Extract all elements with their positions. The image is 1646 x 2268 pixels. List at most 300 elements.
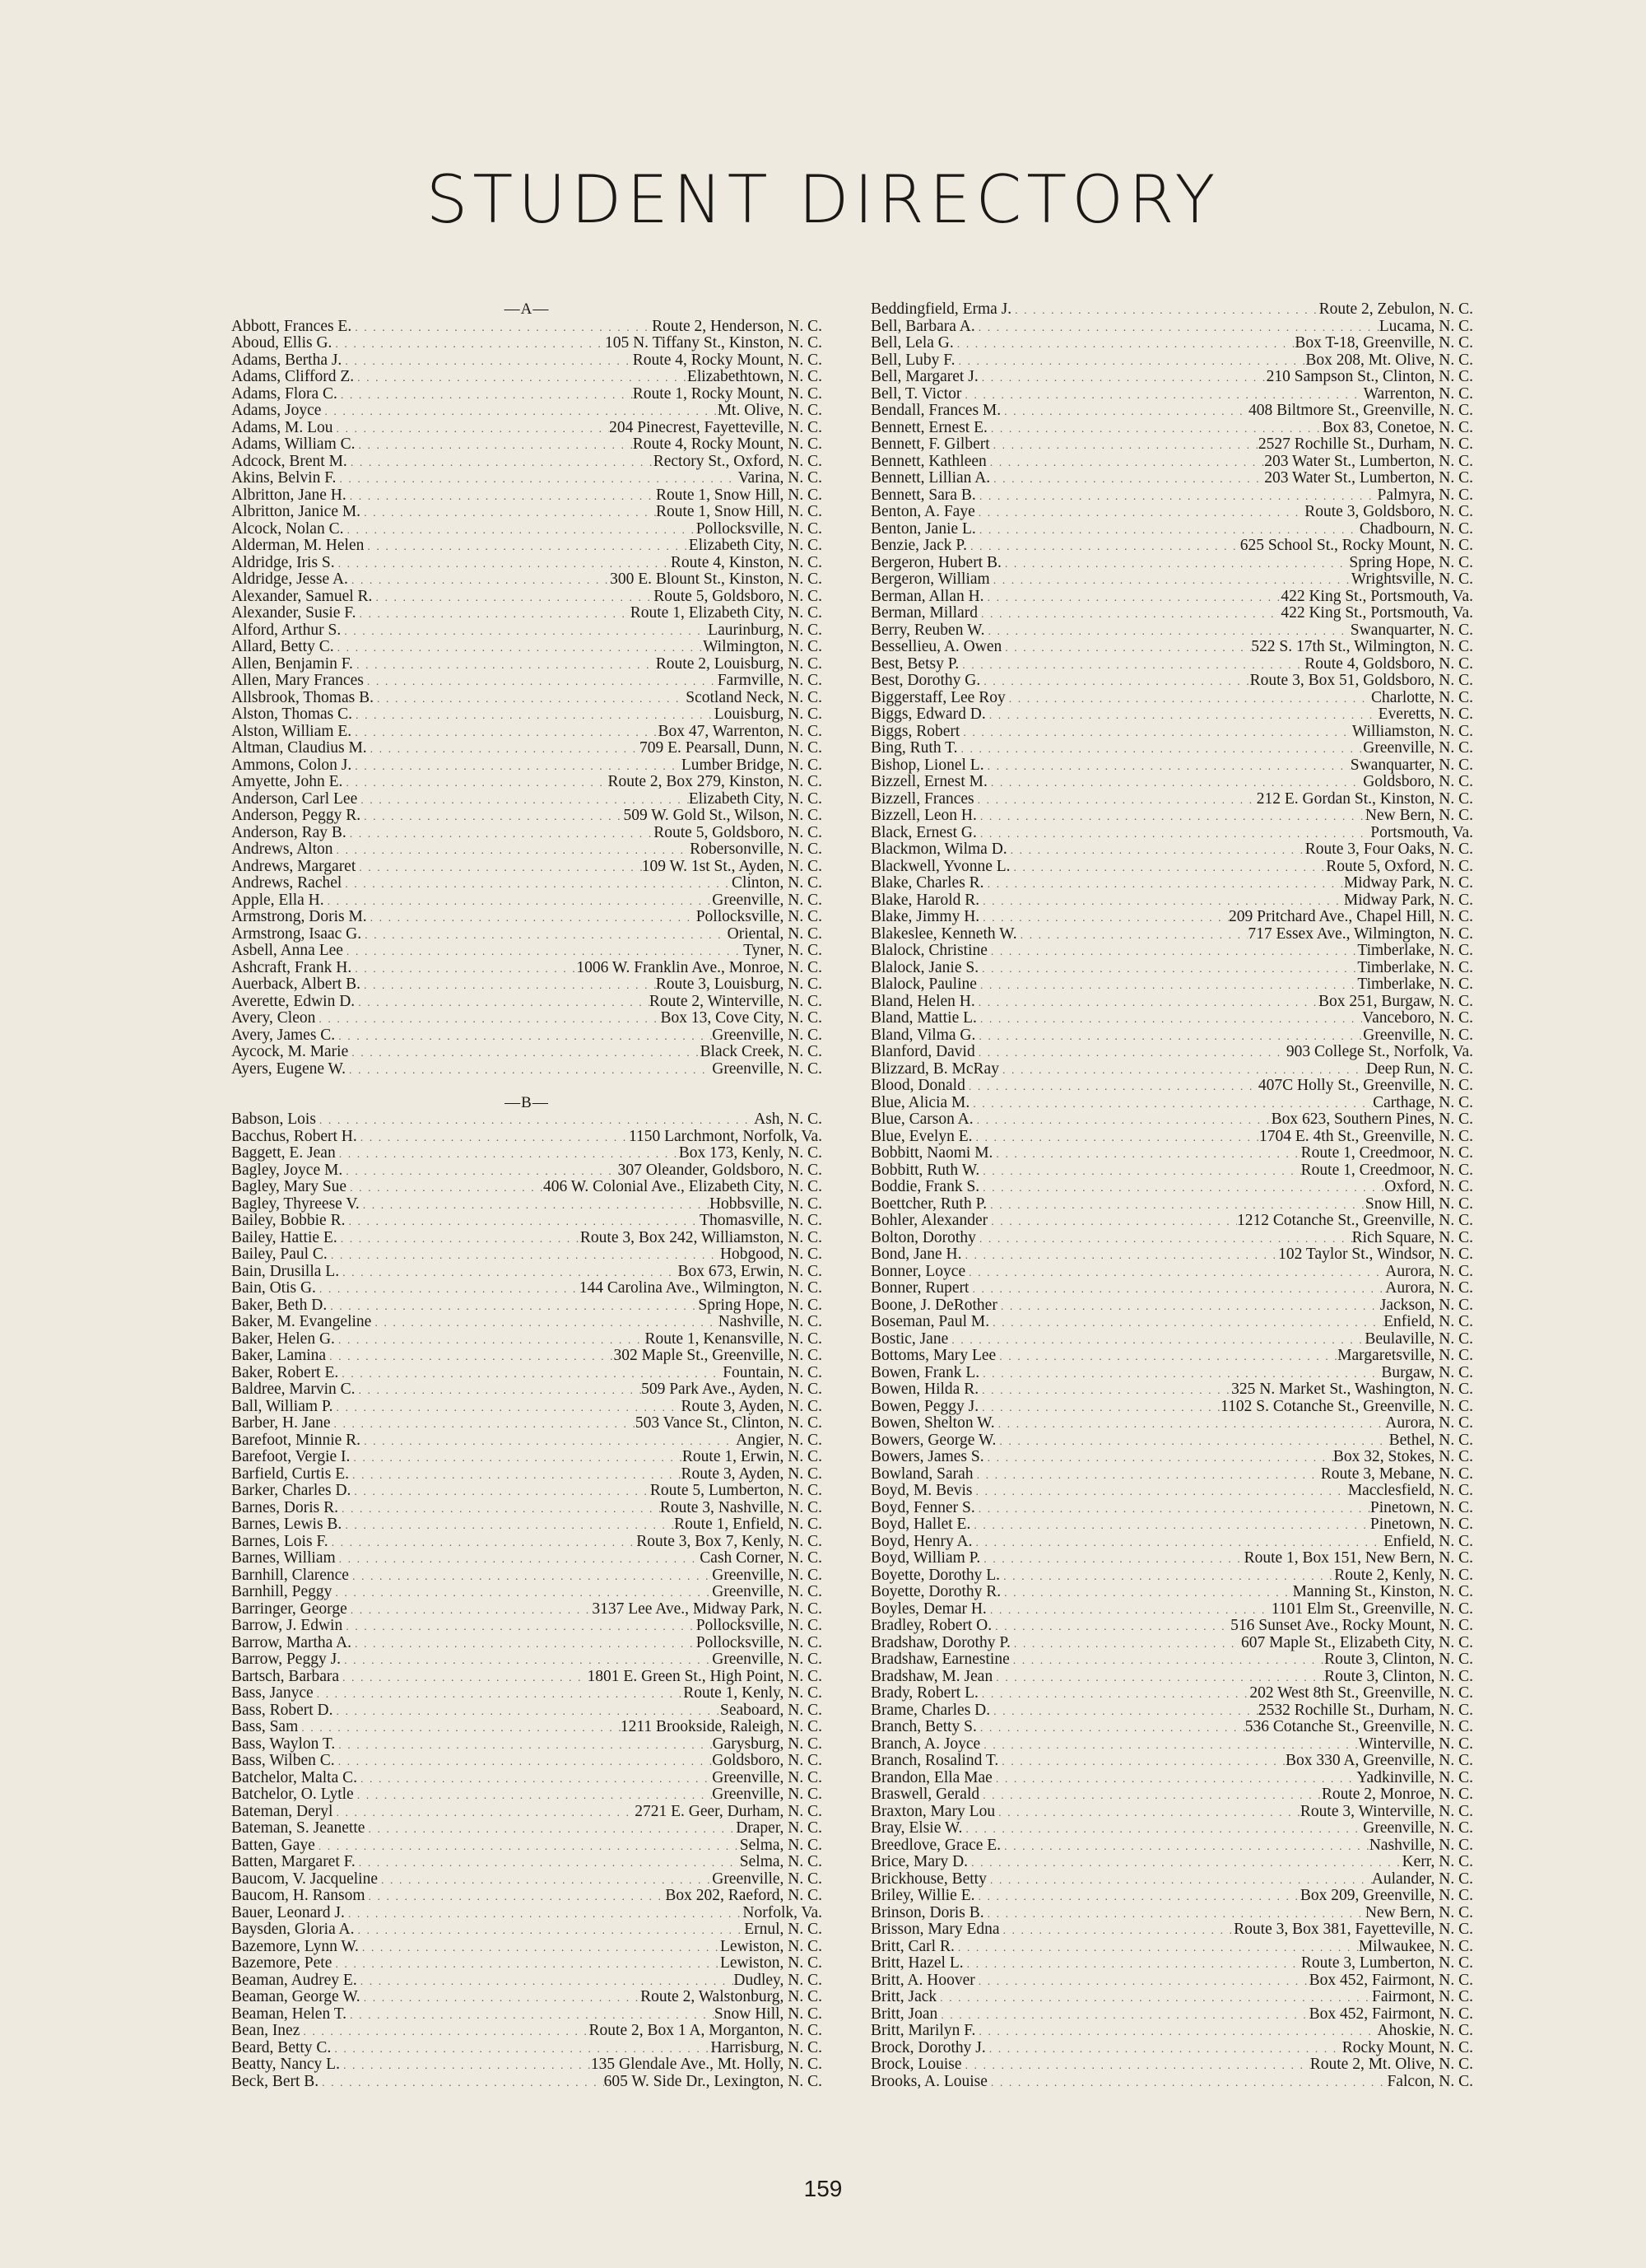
student-name: Bell, Margaret J. bbox=[871, 369, 979, 385]
dot-leader bbox=[955, 354, 1305, 370]
dot-leader bbox=[357, 793, 688, 808]
student-name: Britt, Hazel L. bbox=[871, 1955, 964, 1972]
directory-entry bbox=[871, 2040, 1473, 2057]
student-name: Biggs, Robert bbox=[871, 723, 960, 740]
directory-entry bbox=[231, 1483, 822, 1500]
dot-leader bbox=[333, 843, 690, 859]
student-name: Andrews, Alton bbox=[231, 841, 333, 858]
student-name: Branch, Betty S. bbox=[871, 1719, 977, 1735]
directory-entry bbox=[871, 1179, 1473, 1196]
student-address: Route 1, Rocky Mount, N. C. bbox=[632, 385, 822, 403]
dot-leader bbox=[365, 1889, 665, 1905]
directory-entry bbox=[231, 487, 822, 505]
student-address: Chadbourn, N. C. bbox=[1359, 520, 1473, 538]
student-name: Bizzell, Leon H. bbox=[871, 808, 977, 824]
student-address: Elizabethtown, N. C. bbox=[686, 369, 822, 385]
dot-leader bbox=[372, 590, 653, 606]
student-address: 509 Park Ave., Ayden, N. C. bbox=[641, 1381, 822, 1398]
directory-entry bbox=[231, 1027, 822, 1045]
student-name: Bell, T. Victor bbox=[871, 385, 962, 403]
student-address: Route 2, Kenly, N. C. bbox=[1334, 1567, 1473, 1584]
dot-leader bbox=[988, 775, 1363, 791]
student-name: Bailey, Paul C. bbox=[231, 1246, 328, 1263]
directory-entry bbox=[231, 1061, 822, 1078]
student-address: Aurora, N. C. bbox=[1385, 1415, 1473, 1432]
directory-entry bbox=[231, 1246, 822, 1264]
directory-entry bbox=[231, 1939, 822, 1956]
dot-leader bbox=[987, 1873, 1372, 1888]
student-address: Route 2, Henderson, N. C. bbox=[652, 318, 822, 335]
student-address: 625 School St., Rocky Mount, N. C. bbox=[1239, 538, 1473, 554]
student-address: Route 4, Rocky Mount, N. C. bbox=[632, 436, 822, 453]
directory-entry bbox=[871, 369, 1473, 386]
student-name: Boettcher, Ruth P. bbox=[871, 1195, 988, 1213]
student-address: 203 Water St., Lumberton, N. C. bbox=[1264, 470, 1473, 487]
student-name: Black, Ernest G. bbox=[871, 824, 977, 841]
student-name: Baker, Lamina bbox=[231, 1348, 327, 1364]
entry-list-b bbox=[231, 1111, 822, 2090]
dot-leader bbox=[335, 1029, 712, 1045]
student-address: Pollocksville, N. C. bbox=[695, 1618, 822, 1634]
student-name: Bland, Mattie L. bbox=[871, 1010, 977, 1027]
dot-leader bbox=[348, 1046, 700, 1061]
dot-leader bbox=[360, 505, 656, 521]
dot-leader bbox=[975, 320, 1379, 336]
dot-leader bbox=[1001, 1839, 1369, 1855]
student-name: Bradshaw, Dorothy P. bbox=[871, 1634, 1011, 1651]
dot-leader bbox=[975, 2024, 1377, 2040]
dot-leader bbox=[977, 809, 1365, 825]
student-address: Kerr, N. C. bbox=[1402, 1854, 1473, 1870]
directory-entry bbox=[871, 1955, 1473, 1972]
dot-leader bbox=[1006, 692, 1371, 707]
student-address: Garysburg, N. C. bbox=[712, 1735, 822, 1753]
student-address: Route 3, Four Oaks, N. C. bbox=[1304, 841, 1473, 858]
student-address: Fountain, N. C. bbox=[723, 1364, 822, 1381]
dot-leader bbox=[965, 1079, 1258, 1095]
dot-leader bbox=[326, 1349, 613, 1365]
dot-leader bbox=[975, 995, 1318, 1011]
dot-leader bbox=[988, 944, 1357, 960]
directory-entry bbox=[231, 1280, 822, 1297]
dot-leader bbox=[979, 962, 1357, 977]
student-name: Biggerstaff, Lee Roy bbox=[871, 689, 1006, 706]
dot-leader bbox=[315, 1012, 660, 1027]
student-address: Route 4, Rocky Mount, N. C. bbox=[632, 352, 822, 369]
dot-leader bbox=[984, 1451, 1333, 1466]
dot-leader bbox=[979, 1687, 1250, 1702]
dot-leader bbox=[937, 1991, 1372, 2006]
student-name: Allen, Mary Frances bbox=[231, 673, 364, 689]
dot-leader bbox=[335, 1738, 712, 1753]
directory-entry bbox=[231, 436, 822, 454]
directory-entry bbox=[231, 724, 822, 741]
student-address: Route 3, Winterville, N. C. bbox=[1300, 1803, 1473, 1820]
student-name: Allen, Benjamin F. bbox=[231, 655, 353, 673]
student-address: Snow Hill, N. C. bbox=[714, 2005, 822, 2023]
dot-leader bbox=[335, 1754, 713, 1770]
dot-leader bbox=[974, 1468, 1321, 1483]
directory-entry bbox=[871, 1618, 1473, 1635]
student-address: Warrenton, N. C. bbox=[1363, 385, 1473, 403]
student-address: Swanquarter, N. C. bbox=[1350, 622, 1473, 639]
dot-leader bbox=[315, 1839, 740, 1855]
dot-leader bbox=[961, 2058, 1309, 2074]
student-address: Williamston, N. C. bbox=[1351, 723, 1473, 740]
student-address: Elizabeth City, N. C. bbox=[688, 538, 822, 554]
student-name: Avery, Cleon bbox=[231, 1010, 316, 1027]
dot-leader bbox=[987, 455, 1264, 471]
student-address: 135 Glendale Ave., Mt. Holly, N. C. bbox=[590, 2056, 822, 2073]
student-name: Baucom, H. Ransom bbox=[231, 1888, 365, 1904]
directory-entry bbox=[231, 538, 822, 555]
student-address: Route 1, Kenansville, N. C. bbox=[644, 1330, 822, 1348]
student-name: Bass, Janyce bbox=[231, 1685, 314, 1702]
dot-leader bbox=[989, 1316, 1383, 1331]
dot-leader bbox=[988, 421, 1323, 437]
dot-leader bbox=[967, 539, 1240, 555]
dot-leader bbox=[979, 1788, 1322, 1804]
directory-entry bbox=[871, 1314, 1473, 1331]
dot-leader bbox=[1000, 1569, 1334, 1585]
student-address: Swanquarter, N. C. bbox=[1350, 757, 1473, 774]
directory-entry bbox=[231, 1162, 822, 1180]
student-name: Breedlove, Grace E. bbox=[871, 1837, 1002, 1854]
dot-leader bbox=[997, 1299, 1380, 1315]
student-address: 1211 Brookside, Raleigh, N. C. bbox=[620, 1719, 822, 1735]
directory-entry bbox=[871, 639, 1473, 656]
directory-entry bbox=[871, 1230, 1473, 1247]
dot-leader bbox=[339, 1670, 588, 1686]
student-address: Greenville, N. C. bbox=[1363, 1820, 1473, 1837]
student-address: Route 5, Goldsboro, N. C. bbox=[653, 588, 822, 605]
dot-leader bbox=[342, 354, 632, 370]
directory-entry bbox=[231, 673, 822, 690]
dot-leader bbox=[988, 2075, 1388, 2091]
student-address: Route 2, Box 279, Kinston, N. C. bbox=[607, 774, 822, 790]
student-name: Bendall, Frances M. bbox=[871, 403, 1002, 419]
student-name: Bobbitt, Naomi M. bbox=[871, 1145, 993, 1162]
dot-leader bbox=[980, 1552, 1244, 1567]
student-name: Boseman, Paul M. bbox=[871, 1314, 990, 1330]
directory-entry bbox=[231, 1770, 822, 1787]
dot-leader bbox=[350, 1451, 682, 1466]
dot-leader bbox=[984, 759, 1351, 775]
dot-leader bbox=[979, 910, 1229, 926]
student-address: Wrightsville, N. C. bbox=[1351, 571, 1473, 588]
student-address: Greenville, N. C. bbox=[712, 1651, 822, 1668]
student-name: Britt, Jack bbox=[871, 1989, 937, 2005]
student-name: Amyette, John E. bbox=[231, 774, 343, 790]
directory-entry bbox=[231, 1584, 822, 1601]
dot-leader bbox=[342, 877, 732, 892]
student-name: Blake, Charles R. bbox=[871, 875, 984, 892]
directory-entry bbox=[871, 909, 1473, 926]
student-address: Selma, N. C. bbox=[739, 1837, 822, 1854]
student-name: Bailey, Hattie E. bbox=[231, 1229, 337, 1246]
student-name: Bennett, Sara B. bbox=[871, 487, 976, 504]
dot-leader bbox=[374, 692, 686, 707]
student-name: Ball, William P. bbox=[231, 1398, 333, 1415]
student-address: 203 Water St., Lumberton, N. C. bbox=[1264, 453, 1473, 470]
directory-entry bbox=[231, 555, 822, 572]
student-name: Bowen, Frank L. bbox=[871, 1364, 980, 1381]
student-address: Aurora, N. C. bbox=[1385, 1263, 1473, 1280]
student-name: Bass, Wilben C. bbox=[231, 1753, 335, 1769]
student-address: Oxford, N. C. bbox=[1384, 1179, 1473, 1195]
student-name: Auerback, Albert B. bbox=[231, 976, 361, 993]
directory-entry bbox=[871, 1567, 1473, 1585]
directory-entry bbox=[871, 740, 1473, 757]
dot-leader bbox=[349, 1569, 712, 1585]
directory-entry bbox=[871, 555, 1473, 572]
student-name: Baker, M. Evangeline bbox=[231, 1314, 372, 1330]
student-name: Britt, Carl R. bbox=[871, 1938, 955, 1955]
student-name: Anderson, Ray B. bbox=[231, 824, 346, 841]
student-name: Blackmon, Wilma D. bbox=[871, 841, 1007, 858]
student-address: Lumber Bridge, N. C. bbox=[681, 757, 822, 774]
dot-leader bbox=[333, 421, 610, 437]
student-name: Bizzell, Frances bbox=[871, 790, 974, 808]
student-address: Vanceboro, N. C. bbox=[1362, 1010, 1473, 1027]
dot-leader bbox=[964, 1957, 1301, 1972]
directory-entry bbox=[871, 1770, 1473, 1787]
directory-entry bbox=[231, 1196, 822, 1213]
student-name: Bostic, Jane bbox=[871, 1330, 949, 1348]
student-name: Bradshaw, M. Jean bbox=[871, 1668, 993, 1685]
dot-leader bbox=[977, 1721, 1245, 1736]
student-address: Box 32, Stokes, N. C. bbox=[1332, 1449, 1473, 1465]
student-name: Boyette, Dorothy L. bbox=[871, 1567, 1001, 1584]
student-name: Bartsch, Barbara bbox=[231, 1668, 340, 1685]
student-address: Route 3, Ayden, N. C. bbox=[681, 1398, 822, 1415]
directory-entry bbox=[231, 1837, 822, 1855]
student-address: Ahoskie, N. C. bbox=[1377, 2023, 1473, 2039]
student-name: Boone, J. DeRother bbox=[871, 1297, 997, 1314]
student-name: Bateman, S. Jeanette bbox=[231, 1820, 365, 1837]
student-address: 607 Maple St., Elizabeth City, N. C. bbox=[1241, 1634, 1473, 1651]
student-address: Pollocksville, N. C. bbox=[695, 520, 822, 538]
student-address: Aurora, N. C. bbox=[1385, 1280, 1473, 1297]
dot-leader bbox=[969, 1282, 1385, 1297]
dot-leader bbox=[332, 1586, 712, 1601]
student-address: Route 1, Enfield, N. C. bbox=[674, 1516, 822, 1533]
directory-entry bbox=[231, 2040, 822, 2057]
dot-leader bbox=[367, 910, 696, 926]
student-address: Spring Hope, N. C. bbox=[1349, 554, 1473, 571]
dot-leader bbox=[1011, 303, 1318, 319]
student-address: Draper, N. C. bbox=[736, 1820, 822, 1837]
student-name: Britt, Joan bbox=[871, 2005, 938, 2023]
student-address: 3137 Lee Ave., Midway Park, N. C. bbox=[592, 1600, 822, 1618]
directory-entry bbox=[231, 859, 822, 876]
student-address: Burgaw, N. C. bbox=[1381, 1364, 1473, 1381]
dot-leader bbox=[354, 1923, 744, 1939]
directory-entry bbox=[871, 352, 1473, 370]
directory-entry bbox=[871, 504, 1473, 521]
student-name: Blue, Alicia M. bbox=[871, 1094, 970, 1111]
entry-list-a bbox=[231, 319, 822, 1078]
directory-entry bbox=[871, 1415, 1473, 1432]
dot-leader bbox=[300, 2024, 588, 2040]
student-address: 307 Oleander, Goldsboro, N. C. bbox=[617, 1162, 822, 1179]
directory-entry bbox=[871, 301, 1473, 319]
directory-entry bbox=[231, 571, 822, 589]
student-address: Snow Hill, N. C. bbox=[1365, 1195, 1473, 1213]
dot-leader bbox=[961, 388, 1363, 403]
dot-leader bbox=[357, 1974, 734, 1990]
student-name: Blake, Jimmy H. bbox=[871, 909, 980, 925]
student-address: Greenville, N. C. bbox=[712, 892, 822, 909]
student-name: Alexander, Susie F. bbox=[231, 605, 356, 622]
dot-leader bbox=[992, 1619, 1230, 1635]
dot-leader bbox=[338, 1502, 660, 1517]
student-address: Elizabeth City, N. C. bbox=[688, 790, 822, 808]
directory-entry bbox=[871, 1280, 1473, 1297]
directory-entry bbox=[871, 926, 1473, 943]
directory-entry bbox=[871, 386, 1473, 403]
dot-leader bbox=[1011, 1637, 1241, 1652]
directory-entry bbox=[871, 1837, 1473, 1855]
student-name: Britt, Marilyn F. bbox=[871, 2023, 976, 2039]
dot-leader bbox=[979, 894, 1344, 910]
directory-entry bbox=[231, 2006, 822, 2024]
directory-entry bbox=[871, 1196, 1473, 1213]
directory-entry bbox=[871, 1939, 1473, 1956]
student-name: Adams, Bertha J. bbox=[231, 352, 342, 369]
student-address: 300 E. Blount St., Kinston, N. C. bbox=[610, 571, 822, 588]
student-name: Barrow, Martha A. bbox=[231, 1634, 352, 1651]
student-name: Barringer, George bbox=[231, 1600, 347, 1618]
student-address: Route 2, Zebulon, N. C. bbox=[1318, 301, 1473, 318]
directory-entry bbox=[871, 1331, 1473, 1348]
directory-entry bbox=[871, 1584, 1473, 1601]
directory-entry bbox=[871, 1466, 1473, 1483]
student-name: Altman, Claudius M. bbox=[231, 740, 367, 757]
student-name: Baldree, Marvin C. bbox=[231, 1381, 356, 1398]
student-name: Bagley, Mary Sue bbox=[231, 1179, 347, 1195]
directory-entry bbox=[871, 622, 1473, 640]
student-address: Yadkinville, N. C. bbox=[1356, 1769, 1473, 1786]
student-address: Route 3, Goldsboro, N. C. bbox=[1304, 504, 1473, 520]
student-address: Mt. Olive, N. C. bbox=[717, 403, 822, 419]
directory-entry bbox=[231, 1820, 822, 1837]
student-address: Nashville, N. C. bbox=[718, 1314, 822, 1330]
directory-entry bbox=[871, 774, 1473, 791]
student-name: Benzie, Jack P. bbox=[871, 538, 967, 554]
student-address: Charlotte, N. C. bbox=[1370, 689, 1473, 706]
dot-leader bbox=[995, 1417, 1386, 1432]
student-address: 522 S. 17th St., Wilmington, N. C. bbox=[1251, 639, 1473, 655]
student-address: Route 3, Louisburg, N. C. bbox=[655, 976, 822, 993]
student-address: Louisburg, N. C. bbox=[714, 706, 822, 723]
student-name: Adams, M. Lou bbox=[231, 419, 333, 436]
student-address: Greenville, N. C. bbox=[712, 1769, 822, 1786]
student-address: Oriental, N. C. bbox=[727, 925, 822, 943]
student-address: Route 2, Monroe, N. C. bbox=[1321, 1786, 1473, 1803]
student-name: Baker, Robert E. bbox=[231, 1364, 339, 1381]
student-name: Allsbrook, Thomas B. bbox=[231, 689, 374, 706]
dot-leader bbox=[979, 1383, 1231, 1399]
student-address: Route 3, Box 381, Fayetteville, N. C. bbox=[1234, 1921, 1473, 1938]
student-name: Barnes, Lewis B. bbox=[231, 1516, 342, 1533]
dot-leader bbox=[980, 674, 1249, 690]
directory-entry bbox=[871, 335, 1473, 352]
student-name: Bradshaw, Earnestine bbox=[871, 1651, 1010, 1668]
directory-entry bbox=[871, 1635, 1473, 1652]
student-name: Bottoms, Mary Lee bbox=[871, 1348, 997, 1364]
directory-entry bbox=[871, 690, 1473, 707]
student-address: 102 Taylor St., Windsor, N. C. bbox=[1278, 1246, 1473, 1263]
dot-leader bbox=[990, 573, 1351, 589]
dot-leader bbox=[324, 894, 713, 910]
student-address: Route 2, Walstonburg, N. C. bbox=[640, 1989, 822, 2005]
student-address: Box 47, Warrenton, N. C. bbox=[658, 723, 822, 740]
dot-leader bbox=[980, 1738, 1358, 1753]
directory-entry bbox=[871, 1061, 1473, 1078]
student-name: Averette, Edwin D. bbox=[231, 993, 356, 1010]
dot-leader bbox=[984, 877, 1344, 892]
student-address: 1102 S. Cotanche St., Greenville, N. C. bbox=[1221, 1398, 1473, 1415]
dot-leader bbox=[343, 523, 695, 538]
directory-entry bbox=[231, 1955, 822, 1972]
student-name: Beard, Betty C. bbox=[231, 2039, 332, 2056]
student-address: 2532 Rochille St., Durham, N. C. bbox=[1258, 1702, 1473, 1719]
directory-entry bbox=[871, 538, 1473, 555]
student-address: 212 E. Gordan St., Kinston, N. C. bbox=[1256, 790, 1473, 808]
directory-entry bbox=[231, 841, 822, 859]
directory-column-left bbox=[231, 301, 822, 2090]
student-address: Pollocksville, N. C. bbox=[695, 1634, 822, 1651]
student-address: Route 4, Goldsboro, N. C. bbox=[1304, 655, 1473, 673]
directory-entry bbox=[231, 420, 822, 437]
dot-leader bbox=[968, 1856, 1402, 1871]
student-name: Brock, Dorothy J. bbox=[871, 2039, 986, 2056]
directory-entry bbox=[231, 319, 822, 336]
dot-leader bbox=[360, 809, 623, 825]
student-address: Margaretsville, N. C. bbox=[1337, 1348, 1473, 1364]
student-name: Blalock, Janie S. bbox=[871, 959, 979, 976]
student-name: Andrews, Rachel bbox=[231, 875, 342, 892]
student-name: Bray, Elsie W. bbox=[871, 1820, 963, 1837]
directory-entry bbox=[231, 960, 822, 977]
directory-entry bbox=[231, 1601, 822, 1618]
student-address: Route 5, Goldsboro, N. C. bbox=[653, 824, 822, 841]
student-name: Baggett, E. Jean bbox=[231, 1145, 336, 1162]
dot-leader bbox=[360, 1198, 709, 1213]
dot-leader bbox=[351, 962, 576, 977]
student-address: Seaboard, N. C. bbox=[719, 1702, 822, 1719]
student-address: Hobbsville, N. C. bbox=[709, 1195, 822, 1213]
dot-leader bbox=[346, 2008, 714, 2024]
student-name: Adams, Joyce bbox=[231, 403, 322, 419]
directory-entry bbox=[871, 1162, 1473, 1180]
dot-leader bbox=[1017, 928, 1248, 943]
student-address: Route 3, Clinton, N. C. bbox=[1324, 1651, 1473, 1668]
directory-entry bbox=[231, 1044, 822, 1061]
dot-leader bbox=[976, 489, 1378, 505]
dot-leader bbox=[332, 1400, 681, 1416]
dot-leader bbox=[1007, 843, 1305, 859]
student-name: Blue, Evelyn E. bbox=[871, 1128, 973, 1145]
student-address: 105 N. Tiffany St., Kinston, N. C. bbox=[604, 335, 822, 352]
dot-leader bbox=[347, 455, 653, 471]
student-address: Greenville, N. C. bbox=[1363, 1027, 1473, 1044]
dot-leader bbox=[335, 557, 671, 572]
dot-leader bbox=[365, 1822, 736, 1837]
dot-leader bbox=[993, 1147, 1300, 1162]
student-address: Lewiston, N. C. bbox=[719, 1955, 822, 1972]
